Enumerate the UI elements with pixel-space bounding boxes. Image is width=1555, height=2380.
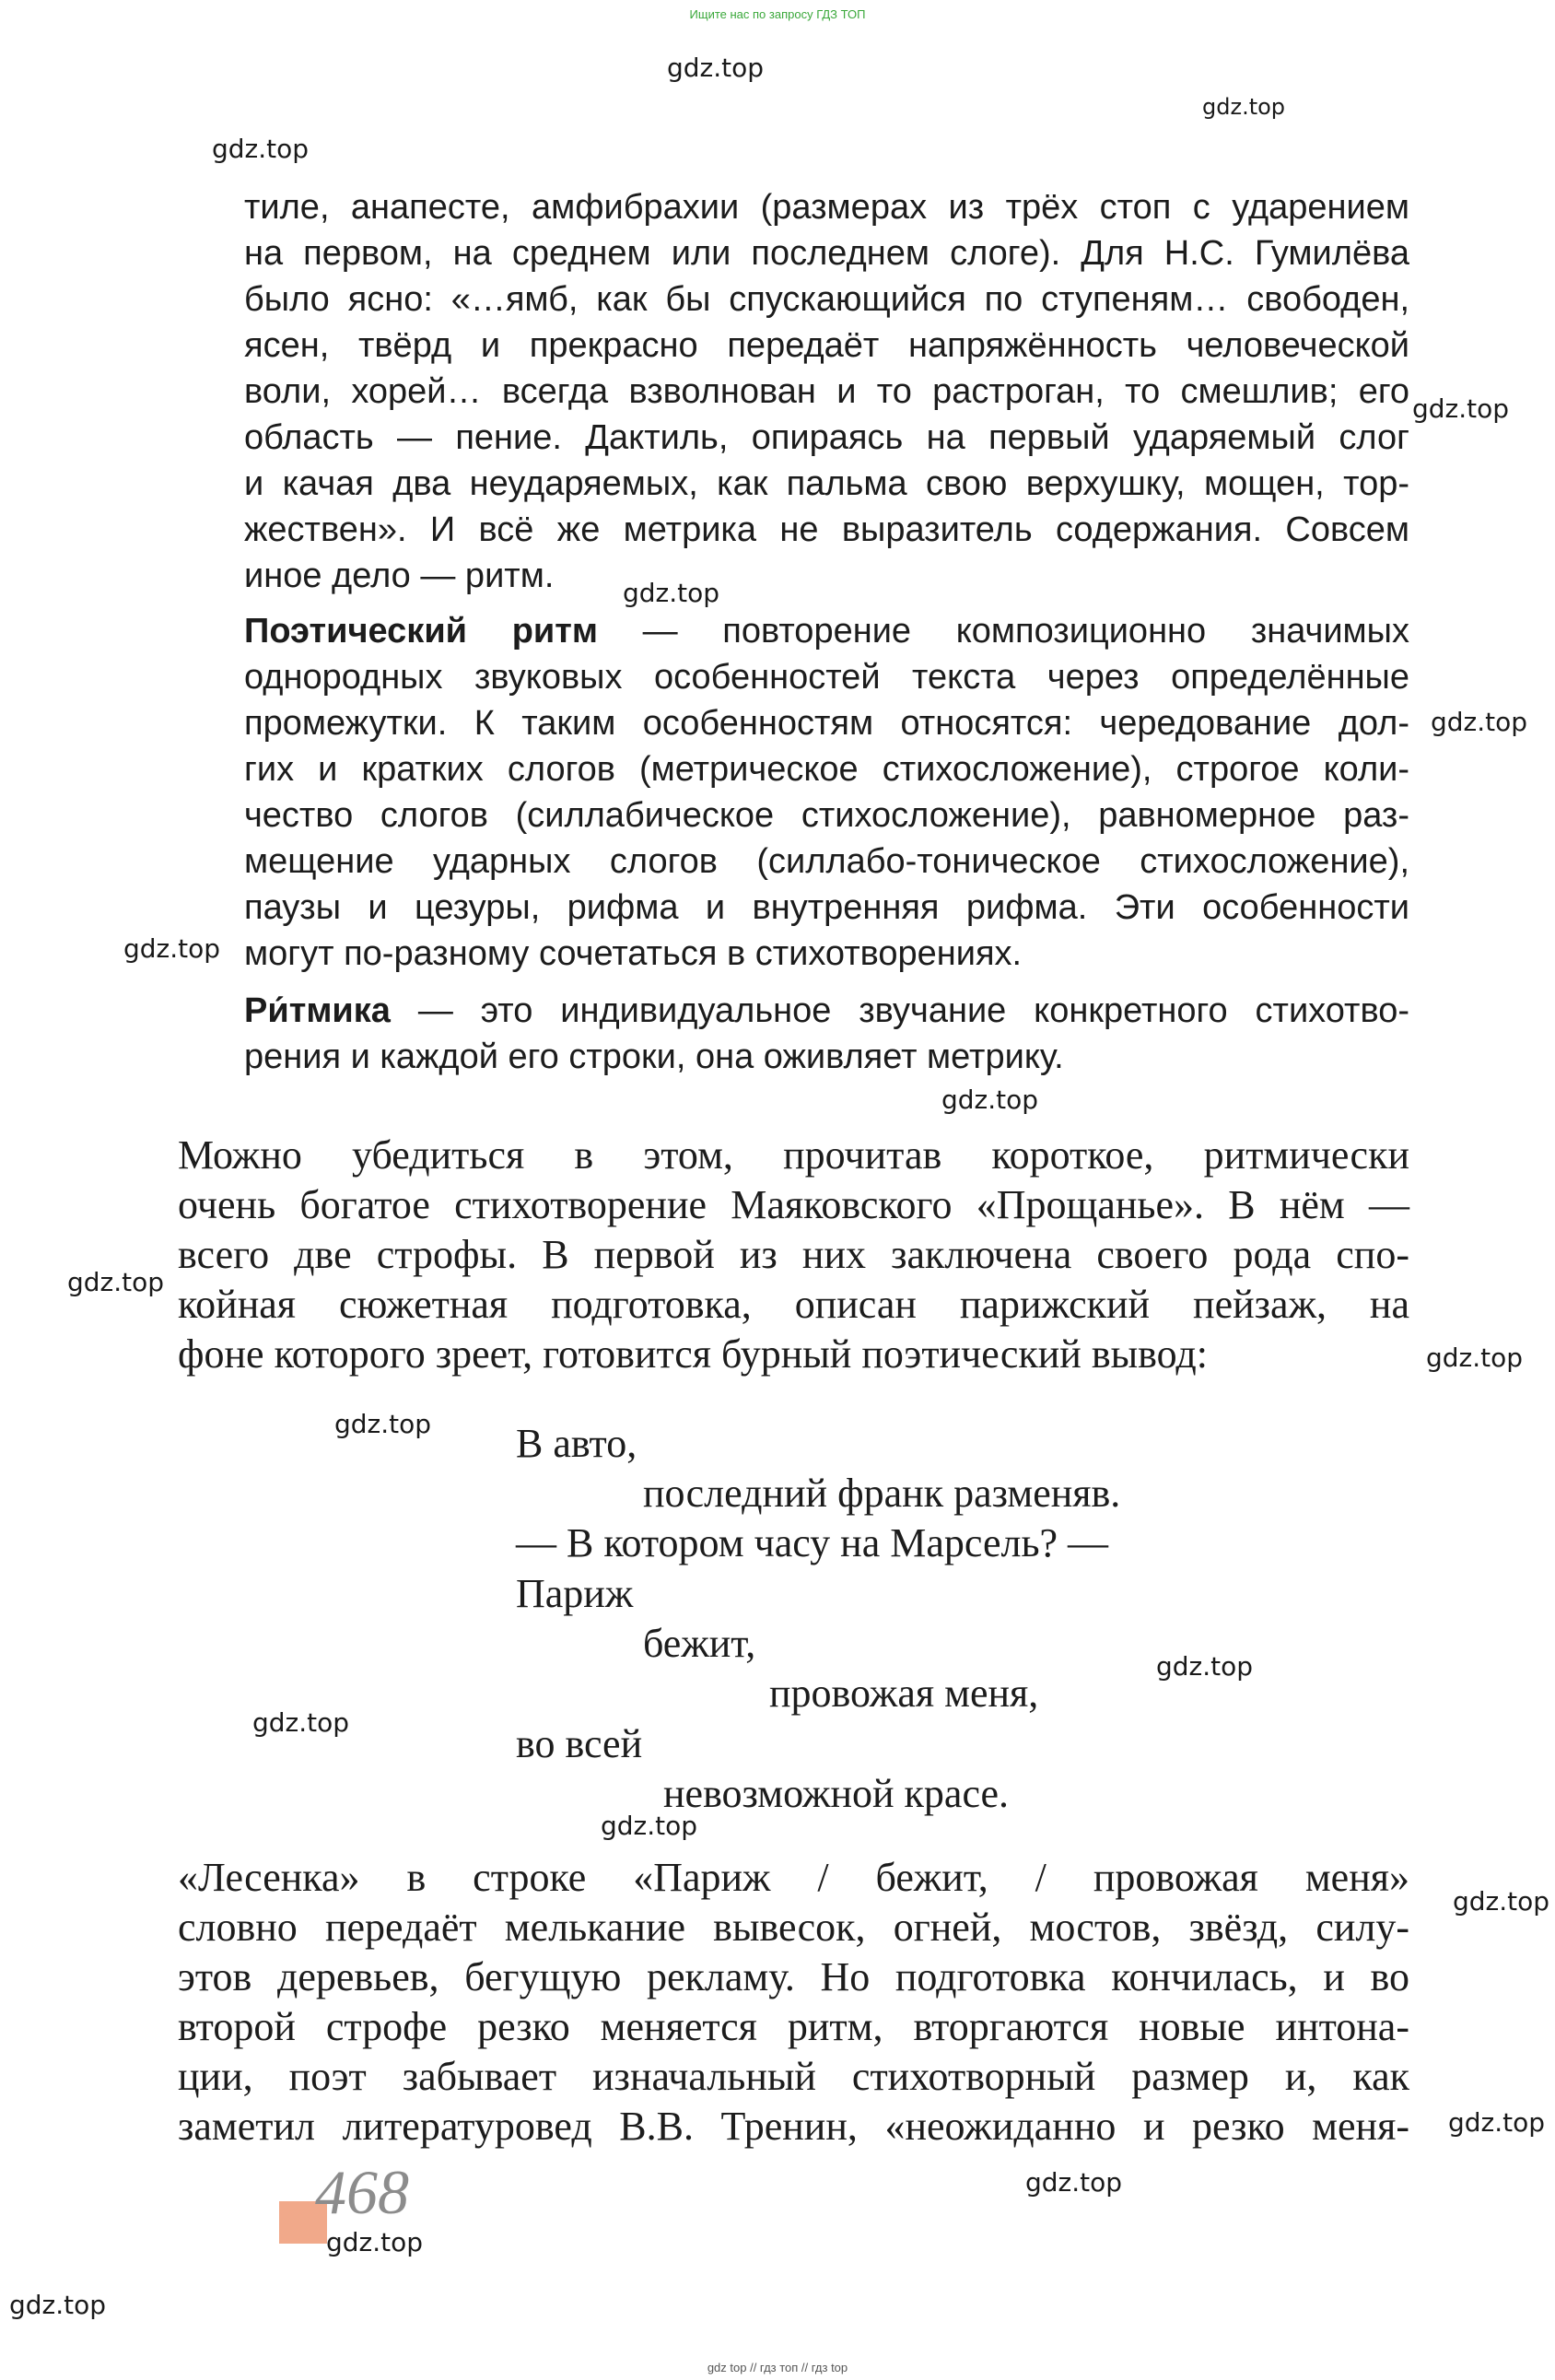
term-rhythmics: Ри́тмика: [244, 991, 391, 1030]
text-line: фоне которого зреет, готовится бурный поэтический вывод:: [178, 1331, 1209, 1377]
text-line: «Лесенка» в строке «Париж / бежит, / провожая меня»: [178, 1855, 1409, 1900]
bottom-banner: gdz top // гдз топ // гдз top: [707, 2361, 848, 2374]
poem-line: провожая меня,: [769, 1671, 1039, 1716]
text-line: словно передаёт мелькание вывесок, огней, мостов, звёзд, силу-: [178, 1905, 1409, 1950]
text-line: койная сюжетная подготовка, описан парижский пейзаж, на: [178, 1282, 1409, 1327]
text-line: паузы и цезуры, рифма и внутренняя рифма. Эти особенности: [244, 888, 1409, 927]
text-line: второй строфе резко меняется ритм, вторгаются новые интона-: [178, 2004, 1409, 2049]
text-line: заметил литературовед В.В. Тренин, «неожиданно и резко меня-: [178, 2104, 1409, 2149]
term-definition-start: — повторение композиционно значимых: [597, 612, 1409, 651]
text-line: Можно убедиться в этом, прочитав короткое, ритмически: [178, 1132, 1409, 1178]
poem-line: В авто,: [516, 1421, 637, 1466]
text-line: жествен». И всё же метрика не выразитель содержания. Совсем: [244, 510, 1409, 549]
poem-line: невозможной красе.: [663, 1771, 1010, 1816]
poem-line: Париж: [516, 1571, 634, 1616]
watermark: gdz.top: [1431, 707, 1528, 737]
watermark: gdz.top: [1202, 94, 1286, 120]
watermark: gdz.top: [601, 1811, 698, 1841]
poem-line: последний франк разменяв.: [643, 1471, 1121, 1516]
watermark: gdz.top: [67, 1267, 165, 1297]
watermark: gdz.top: [667, 53, 765, 83]
top-banner: Ищите нас по запросу ГДЗ ТОП: [689, 7, 866, 21]
text-line: промежутки. К таким особенностям относятся: чередование дол-: [244, 704, 1409, 743]
text-line: всего две строфы. В первой из них заключена своего рода спо-: [178, 1232, 1409, 1277]
watermark: gdz.top: [1426, 1342, 1524, 1373]
watermark: gdz.top: [1412, 393, 1510, 424]
watermark: gdz.top: [1156, 1651, 1254, 1682]
text-line: гих и кратких слогов (метрическое стихосложение), строгое коли-: [244, 750, 1409, 789]
text-line: чество слогов (силлабическое стихосложение), равномерное раз-: [244, 796, 1409, 835]
watermark: gdz.top: [252, 1707, 350, 1738]
text-line: и качая два неударяемых, как пальма свою верхушку, мощен, тор-: [244, 464, 1409, 503]
text-line: [244, 608, 1409, 654]
text-line: однородных звуковых особенностей текста через определённые: [244, 658, 1409, 697]
text-line: этов деревьев, бегущую рекламу. Но подготовка кончилась, и во: [178, 1954, 1409, 1999]
watermark: gdz.top: [334, 1409, 432, 1439]
text-line: тиле, анапесте, амфибрахии (размерах из трёх стоп с ударением: [244, 188, 1409, 227]
text-line: на первом, на среднем или последнем слоге). Для Н.С. Гумилёва: [244, 234, 1409, 273]
text-line: ясен, твёрд и прекрасно передаёт напряжённость человеческой: [244, 326, 1409, 365]
term-definition-start: — это индивидуальное звучание конкретного стихотво-: [390, 991, 1409, 1030]
watermark: gdz.top: [1025, 2167, 1123, 2198]
text-line: было ясно: «…ямб, как бы спускающийся по ступеням… свободен,: [244, 280, 1409, 319]
text-line: иное дело — ритм.: [244, 557, 555, 595]
watermark: gdz.top: [623, 578, 720, 608]
poem-line: — В котором часу на Марсель? —: [516, 1520, 1109, 1565]
text-line: рения и каждой его строки, она оживляет метрику.: [244, 1038, 1064, 1076]
text-line: ции, поэт забывает изначальный стихотворный размер и, как: [178, 2054, 1409, 2099]
watermark: gdz.top: [1448, 2107, 1546, 2138]
watermark: gdz.top: [9, 2290, 107, 2320]
term-poetic-rhythm: Поэтический ритм: [244, 612, 598, 651]
text-line: [244, 988, 1409, 1034]
watermark: gdz.top: [941, 1084, 1039, 1115]
watermark: gdz.top: [212, 134, 310, 164]
watermark: gdz.top: [1453, 1886, 1550, 1917]
page-number: 468: [315, 2157, 409, 2227]
text-line: мещение ударных слогов (силлабо-тоническое стихосложение),: [244, 842, 1409, 881]
poem-line: бежит,: [643, 1621, 756, 1666]
watermark: gdz.top: [123, 933, 221, 964]
text-line: очень богатое стихотворение Маяковского «Прощанье». В нём —: [178, 1182, 1409, 1227]
watermark: gdz.top: [326, 2227, 424, 2257]
text-line: область — пение. Дактиль, опираясь на первый ударяемый слог: [244, 418, 1409, 457]
text-line: воли, хорей… всегда взволнован и то растроган, то смешлив; его: [244, 372, 1409, 411]
text-line: могут по-разному сочетаться в стихотворениях.: [244, 934, 1023, 973]
poem-line: во всей: [516, 1721, 643, 1766]
